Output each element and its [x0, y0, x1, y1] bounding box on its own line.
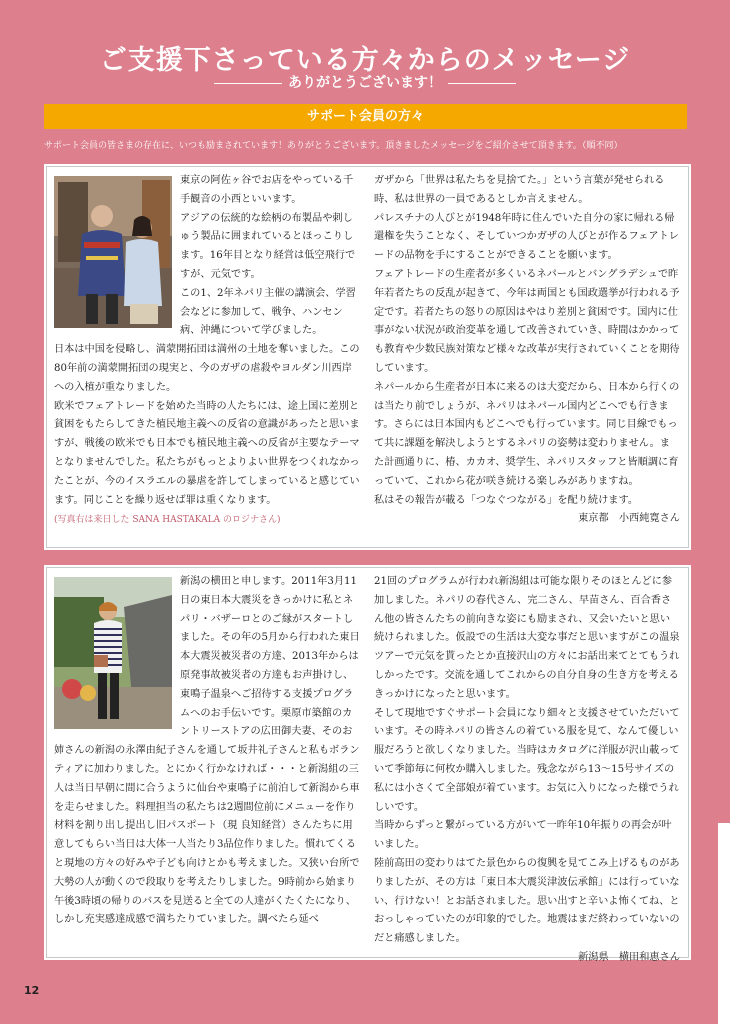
- message-paragraph: ガザから「世界は私たちを見捨てた。」という言葉が発せられる時、私は世界の一員であるとしか言えません。: [374, 175, 665, 205]
- photo-yokota: [54, 577, 172, 729]
- message-card-yokota: [44, 565, 691, 963]
- message-left-column: [54, 573, 360, 930]
- message-left-column: [54, 172, 360, 528]
- message-signature: 東京都 小西純寛さん: [578, 513, 680, 525]
- message-paragraph: 陸前高田の変わりはてた景色からの復興を見てこみ上げるものがありましたが、その方は「東日本大震災津波伝承館」には行っていない、行けない！とお話されました。思い出すと辛いよ怖くてね、とおっしゃっていたのが印象的でした。地震はまだ終わっていないのだと痛感しました。: [374, 857, 680, 945]
- message-signature: 新潟県 横田和恵さん: [578, 951, 680, 963]
- message-card-konishi: [44, 164, 691, 550]
- page-title: ご支援下さっている方々からのメッセージ: [99, 45, 631, 76]
- message-paragraph: そして現地ですぐサポート会員になり細々と支援させていただいています。その時ネパリの皆さんの着ている服を見て、なんて優しい服だろうと欲しくなりました。当時はカタログに洋服が沢山載っていて季節毎に何枚か購入しました。残念ながら13～15号サイズの私には小さくて全部娘が着ています。お気に入りになった様でうれしいです。: [374, 707, 680, 813]
- divider-line: [448, 83, 516, 84]
- message-paragraph: 東京の阿佐ヶ谷でお店をやっている千手観音の小西といいます。 アジアの伝統的な絵柄の布製品や刺しゅう製品に囲まれているとほっこりします。16年目となり経営は低空飛行ですが、元気です。 この1、2年ネパリ主催の講演会、学習会などに参加して、戦争、ハンセン病、沖縄について学びました。 日本は中国を侵略し、満蒙開拓団は満州の土地を奪いました。この80年前の満蒙開拓団の現実と、今のガザの虐殺やヨルダン川西岸への入植が重なりました。 欧米でフェアトレードを始めた当時の人たちには、途上国に差別と貧困をもたらしてきた植民地主義への反省の意識があったと思いますが、戦後の欧米でも日本でも植民地主義への反省が主要なテーマとなりませんでした。私たちがもっとよりよい世界をつくれなかったことが、今のイスラエルの暴虐を許してしまっていると感じています。同じことを繰り返せば罪は重くなります。: [54, 175, 360, 506]
- message-right-column: [374, 172, 680, 529]
- message-right-column: [374, 573, 680, 968]
- message-paragraph: ネパールから生産者が日本に来るのは大変だから、日本から行くのは当たり前でしょうが、ネパリはネパール国内どこへでも行きます。さらには日本国内もどこへでも行っています。同じ目線でもって共に課題を解決しようとするネパリの姿勢は変わりません。また計画通りに、椿、カカオ、奨学生、ネパリスタッフと皆順調に育っていて、これから花が咲き続ける楽しみがありますね。: [374, 381, 680, 487]
- divider-line: [214, 83, 282, 84]
- page-number: 12: [24, 984, 40, 997]
- message-paragraph: 当時からずっと繋がっている方がいて一昨年10年振りの再会が叶いました。: [374, 820, 672, 851]
- page-subtitle: [0, 72, 730, 92]
- message-paragraph: フェアトレードの生産者が多くいるネパールとバングラデシュで昨年若者たちの反乱が起きて、今年は両国とも国政選挙が行われる予定です。若者たちの怒りの原因はやはり差別と貧困です。国内に仕事がない状況が政治変革を通して改善されていき、時間はかかっても教育や少数民族対策など様々な改革が実行されていくことを期待しています。: [374, 268, 680, 374]
- photo-caption: (写真右は来日した SANA HASTAKALA のロジナさん): [54, 515, 281, 526]
- subtitle-text: ありがとうございます！: [288, 75, 442, 91]
- message-paragraph: 新潟の横田と申します。2011年3月11日の東日本大震災をきっかけに私とネパリ・バザーロとのご縁がスタートしました。その年の5月から行われた東日本大震災被災者の方達、2013年からは原発事故被災者の方達もお声掛けし、東鳴子温泉へご招待する支援プログラムへのお手伝いです。栗原市築館のカントリーストアの広田御夫妻、そのお姉さんの新潟の永澤由紀子さんを通して坂井礼子さんと私もボランティアに加わりました。とにかく行かなければ・・・と新潟組の三人は当日早朝に間に合うように仙台や東鳴子に前泊して新潟から車を走らせました。料理担当の私たちは2週間位前にメニューを作り材料を割り出し提出し旧パスポート（現 良知経営）さんたちに用意してもらい当日は大体一人当たり3品位作りました。慣れてくると現地の方々の好みや子ども向けとかも考えました。又狭い台所で大勢の人が動くので段取りを考えたりしました。9時前から始まり午後3時頃の帰りのバスを見送ると全ての人達がくたくたになり、しかし充実感達成感で満ちたりていました。調べたら延べ: [54, 576, 360, 926]
- section-banner: サポート会員の方々: [44, 104, 687, 129]
- message-paragraph: パレスチナの人びとが1948年時に住んでいた自分の家に帰れる帰還権を失うことなく、そしていつかガザの人びとが作るフェアトレードの品物を手にすることができることを願います。: [374, 212, 679, 262]
- message-paragraph: 21回のプログラムが行われ新潟組は可能な限りそのほとんどに参加しました。ネパリの春代さん、完二さん、早苗さん、百合香さん他の皆さんたちの前向きな姿にも励まされ、又会いたいと思い続けられました。仮設での生活は大変な事だと思いますがこの温泉ツアーで元気を貰ったとか直接沢山の方々にお話出来てとてもうれしかったです。交流を通してこれからの自分自身の生き方を考えるきっかけになったと思います。: [374, 576, 680, 700]
- page-edge-tab: [718, 823, 730, 1024]
- message-paragraph: 私はその報告が載る「つなぐつながる」を配り続けます。: [374, 494, 639, 506]
- intro-text: サポート会員の皆さまの存在に、いつも励まされています！ありがとうございます。頂きましたメッセージをご紹介させて頂きます。（順不同）: [44, 141, 623, 151]
- photo-konishi-and-guest: [54, 176, 172, 328]
